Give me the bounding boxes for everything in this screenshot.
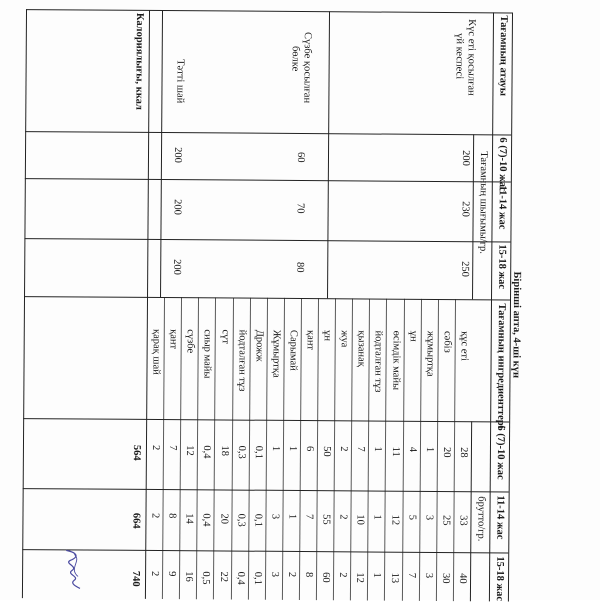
ingredient-value-age1: 1	[372, 446, 384, 452]
ingredient-name: сүт	[219, 329, 231, 345]
dish-name-header: Тағамның атауы	[497, 15, 509, 96]
ingredient-value-age2: 1	[371, 514, 383, 520]
ingredient-name: құс еті	[458, 331, 470, 361]
ingredient-value-age2: 2	[337, 514, 349, 520]
calories-label: Калориялығы, ккал	[133, 12, 146, 110]
ingredient-row-line	[248, 298, 251, 600]
ingredient-value-age1: 18	[218, 445, 230, 457]
ingredient-value-age2: 20	[217, 513, 230, 525]
ingredient-value-age1: 4	[406, 446, 418, 453]
ingredient-value-age3: 2	[337, 572, 349, 578]
ingredient-name: Сарымай	[287, 329, 299, 371]
ingredient-row-line	[453, 299, 456, 601]
dish-3-yield-1: 200	[171, 147, 184, 163]
ingredient-name: қант	[167, 329, 179, 350]
dish-2-yield-3: 80	[294, 261, 306, 273]
ingredient-row-line	[401, 299, 404, 601]
ingredient-name: қарақ шай	[150, 328, 162, 375]
dish-3-name: Тәтті шай	[174, 59, 186, 104]
dish-3-yield-3: 200	[171, 259, 183, 275]
ingredient-row-line	[419, 299, 422, 601]
ingredient-row-line	[384, 299, 387, 601]
subheader-separator	[472, 134, 474, 299]
ingredient-row-line	[196, 297, 199, 599]
dish-3-yield-2: 200	[171, 199, 183, 215]
day-title: Бірінші апта, 4-ші күн	[510, 271, 523, 379]
ingredient-value-age3: 0,4	[234, 571, 246, 585]
ingredient-row-line	[367, 298, 370, 600]
ingredient-name: сүзбе	[184, 329, 197, 354]
grid-line	[25, 178, 511, 182]
age-header-1: 6 (7)-10 жас	[496, 137, 509, 192]
ingredient-row-line	[282, 298, 285, 600]
ingredient-value-age3: 3	[422, 572, 434, 579]
ingredient-value-age1: 1	[269, 445, 281, 452]
ingredient-value-age2: 5	[406, 514, 418, 521]
ingredient-row-line	[179, 297, 182, 599]
dish-1-name-line2: үй кеспесі	[453, 33, 465, 80]
ingredient-value-age2: 1	[286, 513, 298, 520]
ingredient-name: сәбіз	[441, 330, 453, 353]
ingredient-row-line	[299, 298, 302, 600]
ingredient-value-age1: 20	[440, 446, 452, 458]
age-header-2: 11-14 жас	[496, 185, 508, 230]
ingredient-value-age3: 7	[405, 572, 417, 579]
dish-1-yield-1: 200	[459, 150, 472, 166]
subheader-separator	[470, 421, 472, 601]
ingredient-value-age2: 3	[269, 513, 281, 520]
dish-separator	[327, 11, 330, 298]
ingredient-value-age2: 8	[166, 513, 178, 519]
grid-line	[25, 131, 511, 135]
ingredient-value-age3: 40	[457, 573, 469, 584]
ingredient-name: сиыр майы	[201, 329, 214, 379]
ingredient-row-line	[230, 298, 233, 600]
ingredient-value-age2: 14	[183, 513, 195, 524]
ingredient-value-age2: 0,4	[200, 513, 212, 527]
ingredient-value-age3: 13	[388, 572, 400, 584]
ingredient-value-age1: 0,3	[235, 445, 247, 459]
ing-age-header-3: 15-18 жас	[493, 556, 506, 602]
ingredient-value-age2: 10	[354, 514, 366, 525]
ing-age-header-1: 6 (7)-10 жас	[494, 425, 507, 480]
ingredient-value-age3: 0,5	[200, 571, 212, 585]
ingredients-header: Тағамның ингредиенттері	[495, 303, 507, 429]
ingredient-value-age1: 0,4	[201, 445, 213, 459]
ingredient-name: йодталған тұз	[372, 330, 385, 393]
ingredient-value-age3: 0,1	[251, 571, 263, 585]
ingredient-row-line	[316, 298, 319, 600]
ingredient-value-age3: 8	[303, 572, 315, 578]
ingredient-name: ұн	[321, 330, 333, 342]
ingredient-value-age3: 16	[183, 571, 195, 582]
ingredient-name: йодталған тұз	[235, 329, 248, 392]
ingredient-value-age1: 28	[457, 447, 469, 458]
ingredient-value-age2: 25	[440, 514, 452, 526]
grid-line	[26, 9, 512, 13]
dish-2-yield-1: 60	[294, 151, 307, 163]
dish-separator	[160, 10, 163, 297]
grid-line	[24, 238, 510, 242]
ingredient-value-age1: 6	[303, 446, 316, 452]
ingredient-value-age2: 2	[149, 512, 161, 519]
dish-2-name-line2: бөлке	[289, 45, 301, 72]
ingredient-value-age2: 0,3	[235, 513, 247, 527]
ingredient-value-age3: 3	[268, 571, 280, 578]
ingredient-row-line	[350, 298, 353, 600]
ingredient-value-age2: 33	[457, 515, 469, 526]
signature	[62, 546, 86, 590]
ingredient-row-line	[436, 299, 439, 601]
ingredient-value-age2: 7	[303, 514, 315, 520]
dish-2-yield-2: 70	[294, 202, 306, 214]
ingredient-row-line	[213, 297, 216, 599]
ingredient-value-age1: 11	[389, 446, 401, 457]
ingredient-value-age3: 9	[166, 571, 178, 577]
table-edge	[22, 9, 27, 598]
ingredient-row-line	[265, 298, 268, 600]
ingredient-name: ұн	[407, 330, 419, 342]
ingredient-value-age2: 12	[389, 514, 401, 526]
ingredient-value-age1: 2	[150, 444, 162, 451]
ingredient-value-age1: 12	[184, 445, 196, 456]
dish-1-name-line1: Күс еті қосылған	[465, 19, 477, 96]
ingredient-value-age1: 1	[286, 445, 298, 452]
ingredient-name: қант	[304, 330, 316, 351]
dish-2-name-line1: Сүзбе қосылған	[301, 32, 313, 104]
ingredient-value-age2: 3	[423, 514, 435, 521]
ing-age-header-2: 11-14 жас	[494, 495, 506, 540]
ingredient-value-age2: 0,1	[252, 513, 264, 527]
ingredient-value-age1: 1	[423, 446, 435, 453]
ingredient-value-age3: 30	[439, 572, 451, 584]
dish-1-yield-3: 250	[459, 261, 471, 277]
ingredient-row-line	[333, 298, 336, 600]
ingredient-name: жуа	[338, 330, 351, 348]
ingredient-name: жұмыртқа	[424, 330, 436, 377]
brutto-header: брутто/гр.	[475, 496, 487, 542]
ingredient-row-line	[162, 297, 165, 599]
ingredient-name: Жұмыртқа	[270, 329, 282, 378]
total-separator	[145, 10, 150, 599]
ingredient-value-age1: 7	[355, 446, 367, 452]
age-header-3: 15-18 жас	[496, 244, 508, 290]
ingredient-value-age1: 50	[321, 446, 333, 457]
ingredient-value-age2: 55	[320, 514, 332, 525]
ingredient-value-age1: 0,1	[252, 445, 264, 459]
ingredient-value-age3: 60	[320, 572, 332, 583]
ingredient-value-age3: 1	[371, 572, 383, 578]
calories-age-2: 664	[130, 512, 142, 529]
dish-1-yield-2: 230	[459, 201, 471, 217]
yield-header: Тағамның шығымы/гр.	[477, 151, 490, 254]
ingredient-name: өсімдік майы	[389, 330, 402, 391]
calories-age-1: 564	[130, 444, 142, 461]
ingredient-value-age3: 22	[217, 571, 229, 583]
ingredient-value-age3: 2	[149, 570, 161, 577]
ingredient-value-age3: 12	[354, 572, 366, 583]
ingredient-name: қызанақ	[355, 330, 368, 367]
ingredient-value-age1: 7	[167, 445, 179, 451]
ingredient-name: Дрожж	[253, 329, 265, 362]
calories-age-3: 740	[129, 570, 142, 587]
ingredient-value-age1: 2	[338, 446, 350, 452]
ingredient-value-age3: 2	[286, 571, 298, 578]
